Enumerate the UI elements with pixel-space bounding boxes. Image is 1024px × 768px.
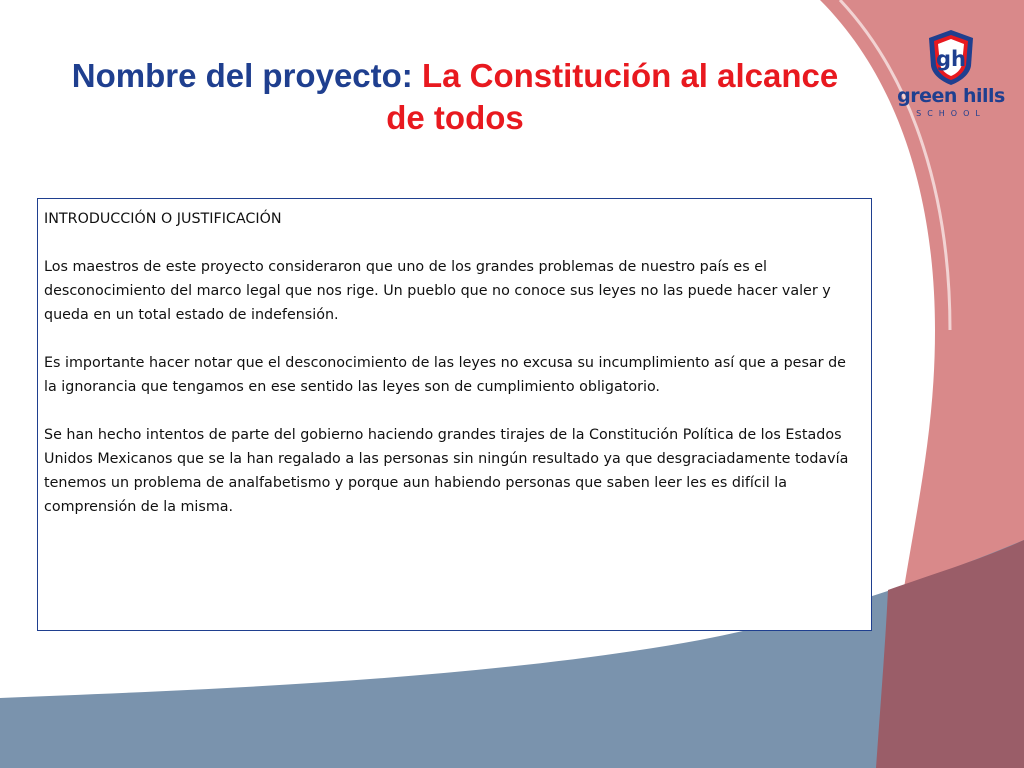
slide-title: [60, 55, 850, 139]
title-prefix: Nombre del proyecto:: [71, 57, 422, 94]
section-heading: INTRODUCCIÓN O JUSTIFICACIÓN: [44, 211, 282, 227]
school-logo: [895, 28, 1007, 123]
paragraph-1: Los maestros de este proyecto consideraron que uno de los grandes problemas de nuestro país es el desconocimiento del marco legal que nos rige. Un pueblo que no conoce sus leyes no las puede hacer valer y queda en un total estado de indefensión.: [44, 259, 831, 323]
shield-logo-icon: [925, 28, 977, 86]
dark-band-shape: [876, 540, 1024, 768]
introduction-box: [37, 198, 872, 631]
logo-brand: green hills: [897, 85, 1005, 107]
title-project-name: La Constitución al alcance de todos: [386, 57, 839, 136]
logo-subtitle: SCHOOL: [916, 109, 986, 118]
paragraph-3: Se han hecho intentos de parte del gobierno haciendo grandes tirajes de la Constitución Política de los Estados Unidos Mexicanos que se la han regalado a las personas sin ningún resultado ya que desgraciadamente todavía tenemos un problema de analfabetismo y porque aun habiendo personas que saben leer les es difícil la comprensión de la misma.: [44, 427, 849, 515]
logo-monogram: gh: [936, 47, 966, 71]
paragraph-2: Es importante hacer notar que el desconocimiento de las leyes no excusa su incumplimiento así que a pesar de la ignorancia que tengamos en ese sentido las leyes son de cumplimiento obligatorio.: [44, 355, 846, 395]
